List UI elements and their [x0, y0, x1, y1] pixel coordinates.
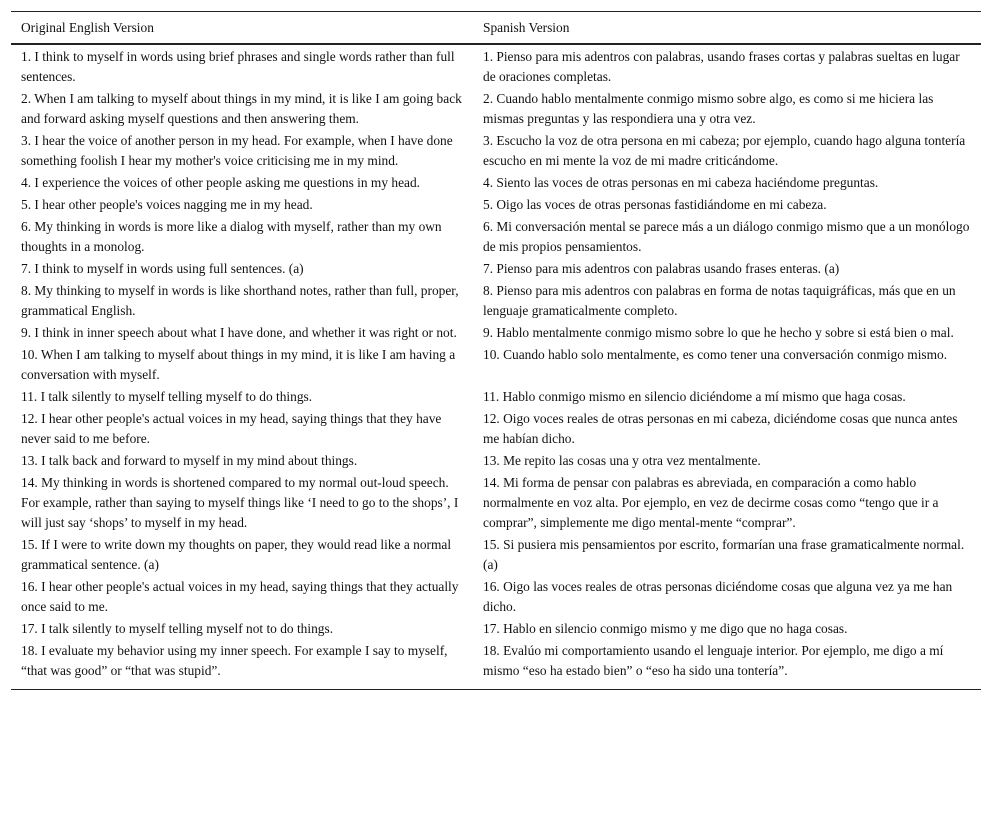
- english-item: 6. My thinking in words is more like a dialog with myself, rather than my own thoughts in a monolog.: [21, 219, 442, 254]
- english-item: 3. I hear the voice of another person in my head. For example, when I have done something foolish I hear my mother's voice criticising me in my mind.: [21, 133, 453, 168]
- table-row: [11, 409, 981, 451]
- table-row: [11, 195, 981, 217]
- english-item: 2. When I am talking to myself about things in my mind, it is like I am going back and forward asking myself questions and then answering them.: [21, 91, 462, 126]
- spanish-item: 1. Pienso para mis adentros con palabras, usando frases cortas y palabras sueltas en lugar de oraciones completas.: [483, 49, 960, 84]
- translation-table: [11, 11, 981, 690]
- spanish-item: 9. Hablo mentalmente conmigo mismo sobre lo que he hecho y sobre si está bien o mal.: [483, 325, 954, 340]
- table-header: [11, 12, 981, 45]
- spanish-item: 3. Escucho la voz de otra persona en mi cabeza; por ejemplo, cuando hago alguna tontería escucho en mi mente la voz de mi madre criticándome.: [483, 133, 966, 168]
- header-english: Original English Version: [11, 12, 473, 45]
- table-row: [11, 619, 981, 641]
- spanish-item: 11. Hablo conmigo mismo en silencio diciéndome a mí mismo que haga cosas.: [483, 389, 906, 404]
- spanish-item: 18. Evalúo mi comportamiento usando el lenguaje interior. Por ejemplo, me digo a mí mismo “eso ha estado bien” o “eso ha sido una tontería”.: [473, 641, 981, 690]
- header-spanish: Spanish Version: [473, 12, 981, 45]
- english-item: 4. I experience the voices of other people asking me questions in my head.: [21, 175, 420, 190]
- table-row: [11, 323, 981, 345]
- spanish-item: 5. Oigo las voces de otras personas fastidiándome en mi cabeza.: [483, 197, 827, 212]
- english-item: 10. When I am talking to myself about things in my mind, it is like I am having a conversation with myself.: [21, 347, 456, 382]
- spanish-item: 12. Oigo voces reales de otras personas en mi cabeza, diciéndome cosas que nunca antes me habían dicho.: [483, 411, 958, 446]
- table-row: [11, 281, 981, 323]
- english-item: 18. I evaluate my behavior using my inner speech. For example I say to myself, “that was good” or “that was stupid”.: [11, 641, 473, 690]
- spanish-item: 10. Cuando hablo solo mentalmente, es como tener una conversación conmigo mismo.: [483, 347, 948, 362]
- english-item: 7. I think to myself in words using full sentences. (a): [21, 261, 304, 276]
- english-item: 12. I hear other people's actual voices in my head, saying things that they have never said to me before.: [21, 411, 442, 446]
- table-row: [11, 641, 981, 690]
- spanish-item: 6. Mi conversación mental se parece más a un diálogo conmigo mismo que a un monólogo de mis propios pensamientos.: [483, 219, 970, 254]
- english-item: 14. My thinking in words is shortened compared to my normal out-loud speech. For example, rather than saying to myself things like ‘I need to go to the shops’, I will just say ‘shops’ to myself in my head.: [21, 475, 459, 530]
- table-row: [11, 345, 981, 387]
- english-item: 1. I think to myself in words using brief phrases and single words rather than full sentences.: [21, 49, 455, 84]
- spanish-item: 4. Siento las voces de otras personas en mi cabeza haciéndome preguntas.: [483, 175, 879, 190]
- table-row: [11, 535, 981, 577]
- table-body: [11, 44, 981, 690]
- spanish-item: 2. Cuando hablo mentalmente conmigo mismo sobre algo, es como si me hiciera las mismas preguntas y las respondiera una y otra vez.: [483, 91, 934, 126]
- table-row: [11, 131, 981, 173]
- english-item: 15. If I were to write down my thoughts on paper, they would read like a normal grammatical sentence. (a): [21, 537, 452, 572]
- table-row: [11, 387, 981, 409]
- table-row: [11, 89, 981, 131]
- header-row: [11, 12, 981, 45]
- english-item: 17. I talk silently to myself telling myself not to do things.: [21, 621, 334, 636]
- table-row: [11, 473, 981, 535]
- english-item: 8. My thinking to myself in words is like shorthand notes, rather than full, proper, grammatical English.: [21, 283, 459, 318]
- spanish-item: 13. Me repito las cosas una y otra vez mentalmente.: [483, 453, 761, 468]
- table-row: [11, 44, 981, 89]
- english-item: 5. I hear other people's voices nagging me in my head.: [21, 197, 313, 212]
- spanish-item: 8. Pienso para mis adentros con palabras en forma de notas taquigráficas, más que en un lenguaje gramaticalmente completo.: [483, 283, 956, 318]
- table-row: [11, 451, 981, 473]
- table-row: [11, 259, 981, 281]
- spanish-item: 17. Hablo en silencio conmigo mismo y me digo que no haga cosas.: [483, 621, 848, 636]
- english-item: 9. I think in inner speech about what I have done, and whether it was right or not.: [21, 325, 457, 340]
- spanish-item: 15. Si pusiera mis pensamientos por escrito, formarían una frase gramaticalmente normal. (a): [483, 537, 965, 572]
- table-row: [11, 173, 981, 195]
- spanish-item: 14. Mi forma de pensar con palabras es abreviada, en comparación a como hablo normalmente en voz alta. Por ejemplo, en vez de decirme cosas como “tengo que ir a comprar”, simplemente me digo mental-mente “comprar”.: [483, 475, 939, 530]
- spanish-item: 16. Oigo las voces reales de otras personas diciéndome cosas que alguna vez ya me han dicho.: [483, 579, 953, 614]
- translation-table-container: [11, 11, 981, 690]
- english-item: 16. I hear other people's actual voices in my head, saying things that they actually once said to me.: [21, 579, 459, 614]
- spanish-item: 7. Pienso para mis adentros con palabras usando frases enteras. (a): [483, 261, 840, 276]
- english-item: 11. I talk silently to myself telling myself to do things.: [21, 389, 313, 404]
- table-row: [11, 577, 981, 619]
- table-row: [11, 217, 981, 259]
- english-item: 13. I talk back and forward to myself in my mind about things.: [21, 453, 358, 468]
